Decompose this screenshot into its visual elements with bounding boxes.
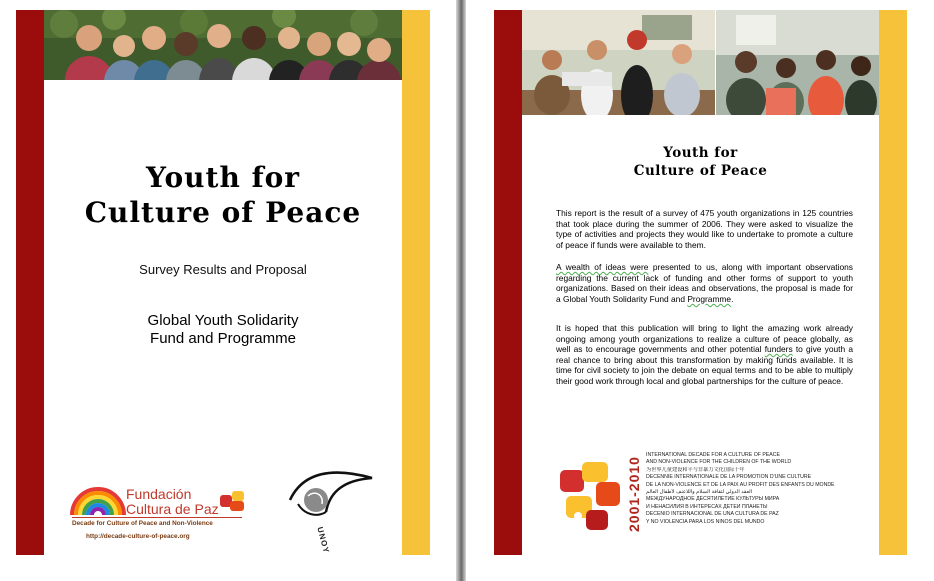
unoy-text: UNOY: [315, 526, 332, 555]
program-line-2: Fund and Programme: [150, 330, 296, 347]
para-2-lead: A wealth of ideas were: [556, 262, 649, 272]
decade-line: DE LA NON-VIOLENCE ET DE LA PAIX AU PROFIT DES ENFANTS DU MONDE: [646, 481, 835, 488]
para-3-tail: to give youth a real chance to bring about this transformation by making funds available. It is time for civil society to join the debate on equal terms and to be able to multiply their good work through local and global partnerships for the culture of peace.: [556, 344, 853, 386]
intro-title: [522, 144, 879, 180]
intro-title-line-1: Youth for: [663, 145, 738, 161]
decade-multilingual-text: [646, 452, 856, 526]
intro-paragraph-2: A wealth of ideas were presented to us, along with important observations regarding the current lack of funding and other forms of support to youth organizations. Based on their ideas and observations, the proposal is made for a Global Youth Solidarity Fund and Programme.: [556, 262, 853, 304]
fundacion-url: http://decade-culture-of-peace.org: [86, 533, 190, 540]
red-side-bar: [494, 10, 522, 555]
rainbow-icon: [68, 473, 128, 517]
cover-program-name: [44, 312, 402, 348]
para-2-end: Programme: [687, 293, 732, 304]
decade-line: DECENNIE INTERNATIONALE DE LA PROMOTION D'UNE CULTURE: [646, 474, 812, 481]
intro-page: [494, 10, 907, 555]
decade-years: 2001-2010: [626, 456, 642, 532]
unoy-dove-icon: [286, 460, 376, 530]
intro-paragraph-3: [556, 323, 853, 387]
hands-icon: [218, 487, 248, 515]
cover-page: [16, 10, 430, 555]
photo-workshop-right: [716, 10, 879, 115]
yellow-side-bar: [879, 10, 907, 555]
unoy-logo: [286, 460, 376, 555]
fundacion-rule: [72, 517, 242, 518]
para-3-word: funders: [764, 344, 793, 355]
group-photo-youth: [44, 10, 402, 80]
para-2-rest: presented to us, along with important: [648, 262, 806, 272]
decade-line: INTERNATIONAL DECADE FOR A CULTURE OF PEACE: [646, 452, 780, 458]
un-decade-logo: [556, 450, 851, 545]
decade-line: DECENIO INTERNACIONAL DE UNA CULTURA DE PAZ: [646, 511, 779, 518]
cover-title-line-1: Youth for: [145, 161, 301, 194]
cover-subtitle: Survey Results and Proposal: [139, 262, 307, 277]
cover-title: [44, 160, 402, 230]
intro-title-line-2: Culture of Peace: [633, 163, 768, 179]
program-line-1: Global Youth Solidarity: [147, 312, 299, 329]
decade-line: العقد الدولي لثقافة السلام واللاعنف لأطفال العالم: [646, 489, 753, 496]
decade-line: И НЕНАСИЛИЯ В ИНТЕРЕСАХ ДЕТЕЙ ПЛАНЕТЫ: [646, 503, 768, 510]
photo-workshop-left: [522, 10, 715, 115]
yellow-side-bar: [402, 10, 430, 555]
red-side-bar: [16, 10, 44, 555]
fundacion-name-line-1: Fundación: [126, 486, 192, 502]
decade-line: AND NON-VIOLENCE FOR THE CHILDREN OF THE WORLD: [646, 459, 792, 466]
decade-line: Y NO VIOLENCIA PARA LOS NIÑOS DEL MUNDO: [646, 518, 765, 525]
fundacion-tagline: Decade for Culture of Peace and Non-Violence: [72, 520, 213, 527]
page-divider: [456, 0, 466, 581]
para-3-body: It is hoped that this publication will bring to light the amazing work already ongoing among youth organizations to realize a culture of peace globally, as well as to encourage governments and other potential: [556, 323, 853, 355]
fundacion-cultura-de-paz-logo: [68, 473, 258, 545]
fundacion-name: [126, 487, 219, 517]
decade-hands-icon: [556, 456, 628, 536]
intro-paragraph-1: This report is the result of a survey of 475 youth organizations in 125 countries that took place during the summer of 2006. They were asked to visualize the type of activities and projects they would like to undertake to promote a culture of peace if funds were available to them.: [556, 208, 853, 250]
fundacion-name-line-2: Cultura de Paz: [126, 501, 219, 517]
para-2-body: observations regarding the current lack of funding and other forms of support to youth organizations. Based on their ideas and observations, the proposal is made for a Global Youth Solidarity Fund and: [556, 262, 853, 304]
cover-title-line-2: Culture of Peace: [84, 196, 362, 229]
decade-line: МЕЖДУНАРОДНОЕ ДЕСЯТИЛЕТИЕ КУЛЬТУРЫ МИРА: [646, 496, 780, 503]
decade-line: 为世界儿童建设和平与非暴力文化国际十年: [646, 466, 745, 473]
